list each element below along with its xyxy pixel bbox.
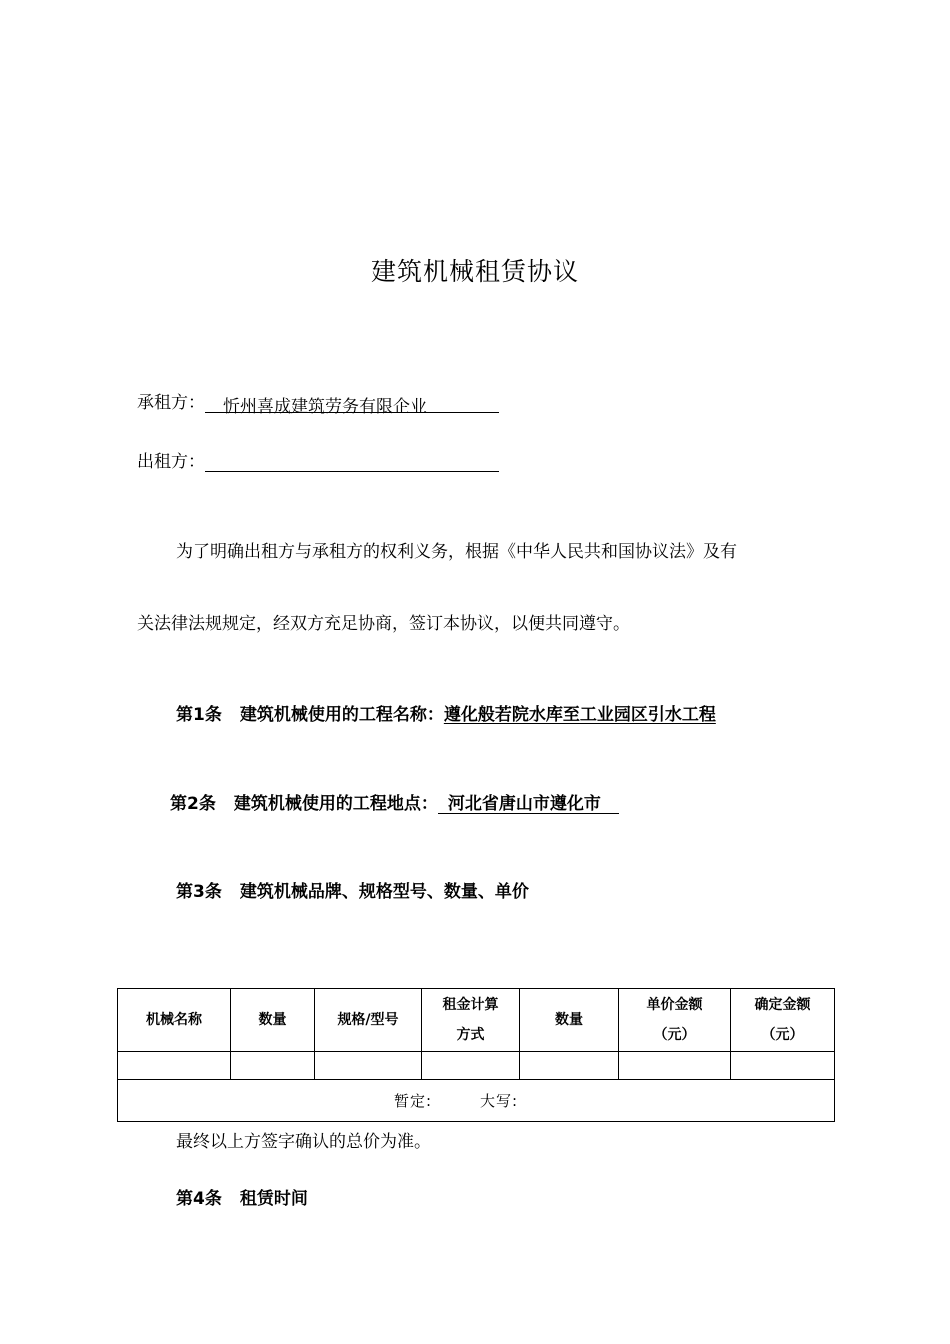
article-4 [176, 1184, 308, 1209]
article-4-number: 第4条 [176, 1189, 222, 1209]
header-spec-model: 规格/型号 [315, 989, 422, 1052]
table-total-row [118, 1080, 835, 1122]
table-cell[interactable] [731, 1052, 835, 1080]
table-cell[interactable] [520, 1052, 619, 1080]
lessor-label: 出租方： [137, 452, 205, 472]
article-3-number: 第3条 [176, 882, 222, 902]
header-rent-method: 租金计算 方式 [422, 989, 520, 1052]
article-1-label: 建筑机械使用的工程名称： [239, 705, 444, 725]
header-machine-name: 机械名称 [118, 989, 231, 1052]
article-1-number: 第1条 [176, 705, 222, 725]
table-cell[interactable] [315, 1052, 422, 1080]
table-header-row [118, 989, 835, 1052]
article-3 [176, 877, 529, 902]
article-2-label: 建筑机械使用的工程地点： [233, 794, 438, 814]
lessor-value [205, 451, 499, 472]
lessee-label: 承租方： [137, 393, 205, 413]
header-quantity-2: 数量 [520, 989, 619, 1052]
lessee-value: 忻州喜成建筑劳务有限企业 [205, 392, 499, 413]
lessee-row [137, 388, 499, 417]
preamble-line-1: 为了明确出租方与承租方的权利义务，根据《中华人民共和国协议法》及有 [176, 542, 737, 562]
rental-table [117, 988, 835, 1122]
table-cell[interactable] [619, 1052, 731, 1080]
lessor-row [137, 447, 499, 472]
header-confirmed-amount: 确定金额 （元） [731, 989, 835, 1052]
total-tentative-label: 暂定: [393, 1091, 432, 1110]
total-cell [118, 1080, 835, 1122]
header-unit-price: 单价金额 （元） [619, 989, 731, 1052]
header-quantity: 数量 [231, 989, 315, 1052]
table-cell[interactable] [231, 1052, 315, 1080]
article-1-value: 遵化般若院水库至工业园区引水工程 [443, 705, 716, 725]
article-2-number: 第2条 [170, 794, 216, 814]
total-price-note: 最终以上方签字确认的总价为准。 [176, 1132, 431, 1152]
article-4-label: 租赁时间 [239, 1189, 308, 1209]
preamble-line-2: 关法律法规规定，经双方充足协商，签订本协议，以便共同遵守。 [137, 614, 630, 634]
total-capital-label: 大写: [480, 1091, 519, 1110]
table-cell[interactable] [422, 1052, 520, 1080]
article-3-label: 建筑机械品牌、规格型号、数量、单价 [239, 882, 529, 902]
table-cell[interactable] [118, 1052, 231, 1080]
document-title: 建筑机械租赁协议 [370, 257, 579, 286]
table-row [118, 1052, 835, 1080]
article-1 [176, 700, 716, 725]
article-2 [170, 789, 619, 814]
article-2-value: 河北省唐山市遵化市 [438, 795, 619, 814]
